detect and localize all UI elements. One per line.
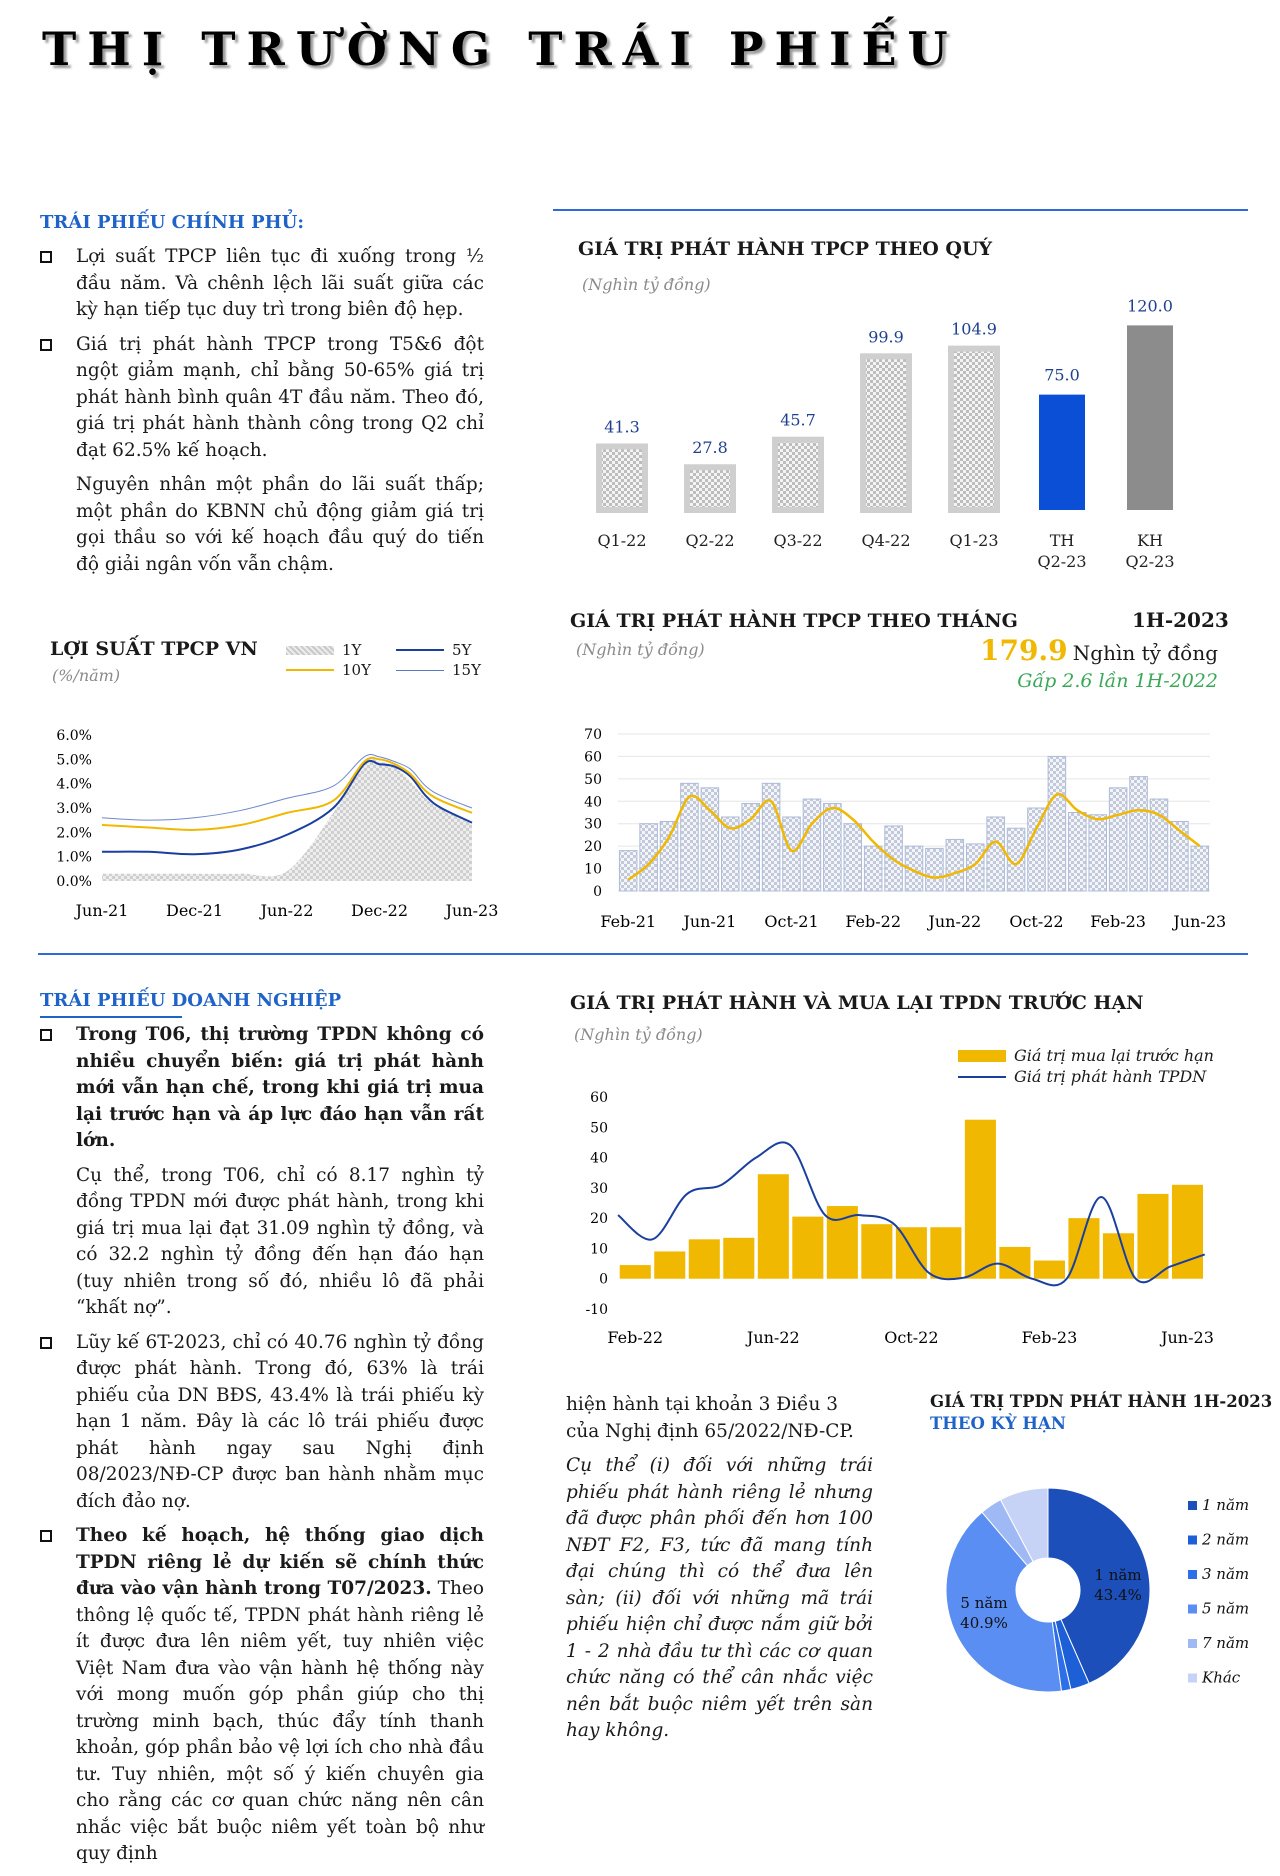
monthly-total-value: 179.9 bbox=[979, 634, 1068, 667]
pie-donut-chart bbox=[930, 1480, 1260, 1720]
corp-bullet-3-text: Theo thông lệ quốc tế, TPDN phát hành riêng lẻ ít được đưa lên niêm yết, tuy nhiên việc Việt Nam đưa vào vận hành hệ thống này với mong muốn góp phần giúp cho thị trường minh bạch, thúc đẩy tính thanh khoản, góp phần bảo vệ lợi ích cho nhà đầu tư. Tuy nhiên, một số ý kiến chuyên gia cho rằng các cơ quan chức năng nên cân nhắc việc bắt buộc niêm yết toàn bộ như quy định bbox=[76, 1578, 484, 1864]
bar bbox=[762, 783, 780, 891]
bar bbox=[1103, 1233, 1134, 1278]
x-tick-label: Dec-22 bbox=[350, 901, 409, 920]
checkbox-bullet-icon bbox=[40, 1530, 52, 1542]
monthly-chart-unit: (Nghìn tỷ đồng) bbox=[576, 640, 705, 659]
bar bbox=[1039, 395, 1085, 510]
legend-label: 2 năm bbox=[1202, 1530, 1250, 1549]
corp-chart-unit: (Nghìn tỷ đồng) bbox=[574, 1025, 703, 1044]
data-label: 27.8 bbox=[692, 438, 728, 458]
y-tick-label: 40 bbox=[584, 794, 602, 811]
y-tick-label: 60 bbox=[590, 1090, 608, 1106]
bar bbox=[863, 356, 909, 510]
y-tick-label: 20 bbox=[584, 839, 602, 856]
category-label: Q1-22 bbox=[597, 531, 647, 550]
x-tick-label: Oct-21 bbox=[764, 912, 819, 931]
bar bbox=[742, 804, 760, 891]
category-label: Q1-23 bbox=[949, 531, 999, 550]
bar bbox=[827, 1206, 858, 1279]
bar bbox=[987, 817, 1005, 891]
legend-label: 1 năm bbox=[1202, 1496, 1250, 1514]
y-tick-label: 3.0% bbox=[56, 801, 92, 817]
bar bbox=[723, 1238, 754, 1279]
quarterly-chart-unit: (Nghìn tỷ đồng) bbox=[582, 275, 711, 294]
y-tick-label: -10 bbox=[585, 1302, 608, 1318]
bar bbox=[861, 1224, 892, 1279]
x-tick-label: Oct-22 bbox=[1009, 912, 1064, 931]
x-tick-label: Jun-23 bbox=[1173, 912, 1227, 931]
data-label: 99.9 bbox=[868, 327, 904, 347]
pie-data-label: 1 năm bbox=[1094, 1566, 1142, 1584]
monthly-chart-title: GIÁ TRỊ PHÁT HÀNH TPCP THEO THÁNG bbox=[570, 610, 1018, 632]
bar bbox=[758, 1174, 789, 1278]
y-tick-label: 50 bbox=[590, 1120, 608, 1137]
gov-bullet-1: Lợi suất TPCP liên tục đi xuống trong ½ đầu năm. Và chênh lệch lãi suất giữa các kỳ hạn tiếp tục duy trì trong biên độ hẹp. bbox=[76, 246, 484, 320]
legend-item-5y bbox=[396, 640, 506, 660]
bar bbox=[844, 824, 862, 891]
category-label: Q2-22 bbox=[685, 531, 735, 550]
x-tick-label: Oct-22 bbox=[884, 1328, 939, 1347]
checkbox-bullet-icon bbox=[40, 251, 52, 263]
y-tick-label: 2.0% bbox=[56, 825, 92, 842]
data-label: 45.7 bbox=[780, 410, 816, 430]
x-tick-label: Jun-23 bbox=[445, 901, 499, 920]
y-tick-label: 10 bbox=[590, 1241, 608, 1258]
x-tick-label: Jun-21 bbox=[75, 901, 129, 920]
bar bbox=[1048, 756, 1066, 891]
quarterly-chart-title: GIÁ TRỊ PHÁT HÀNH TPCP THEO QUÝ bbox=[578, 238, 993, 260]
data-label: 41.3 bbox=[604, 417, 640, 437]
pie-chart-subtitle: THEO KỲ HẠN bbox=[930, 1414, 1066, 1433]
corp-bullet-3-bold: Theo kế hoạch, hệ thống giao dịch TPDN riêng lẻ dự kiến sẽ chính thức đưa vào vận hành trong T07/2023. bbox=[76, 1525, 484, 1599]
gov-section-heading: TRÁI PHIẾU CHÍNH PHỦ: bbox=[40, 212, 305, 233]
y-tick-label: 40 bbox=[590, 1150, 608, 1167]
y-tick-label: 0 bbox=[593, 884, 602, 900]
y-tick-label: 30 bbox=[584, 816, 602, 833]
corp-paragraph-1: Cụ thể, trong T06, chỉ có 8.17 nghìn tỷ đồng TPDN mới được phát hành, trong khi giá trị mua lại đạt 31.09 nghìn tỷ đồng, và có 32.2 nghìn tỷ đồng đến hạn đáo hạn (tuy nhiên trong số đó, nhiều lô đã phải “khất nợ”. bbox=[76, 1164, 484, 1318]
x-tick-label: Dec-21 bbox=[165, 901, 224, 920]
bar bbox=[999, 1247, 1030, 1279]
bar bbox=[599, 446, 645, 510]
legend-swatch bbox=[1188, 1605, 1197, 1614]
legend-swatch bbox=[1188, 1570, 1197, 1579]
gov-text-block bbox=[40, 244, 484, 586]
legend-label: 7 năm bbox=[1202, 1634, 1250, 1652]
corp-col2-text: hiện hành tại khoản 3 Điều 3 của Nghị định 65/2022/NĐ-CP. bbox=[566, 1394, 854, 1442]
legend-label: Giá trị mua lại trước hạn bbox=[1014, 1046, 1214, 1065]
x-tick-label: Feb-23 bbox=[1021, 1328, 1078, 1347]
y-tick-label: 60 bbox=[584, 749, 602, 766]
bar bbox=[792, 1217, 823, 1279]
legend-swatch-line bbox=[396, 649, 444, 651]
legend-swatch-line bbox=[958, 1076, 1006, 1078]
x-tick-label: Feb-23 bbox=[1090, 912, 1146, 931]
legend-label: Khác bbox=[1202, 1668, 1241, 1687]
bar bbox=[687, 467, 733, 510]
bar bbox=[1069, 813, 1087, 892]
yield-chart-unit: (%/năm) bbox=[52, 666, 121, 685]
legend-swatch-line bbox=[286, 669, 334, 671]
x-tick-label: Feb-21 bbox=[600, 912, 657, 931]
category-label: Q3-22 bbox=[773, 531, 823, 550]
category-label: Q2-23 bbox=[1125, 552, 1175, 570]
quarterly-bar-chart bbox=[570, 290, 1210, 570]
bar bbox=[681, 783, 699, 891]
bar bbox=[930, 1227, 961, 1278]
bar bbox=[1130, 777, 1148, 891]
corp-chart-title: GIÁ TRỊ PHÁT HÀNH VÀ MUA LẠI TPDN TRƯỚC HẠN bbox=[570, 992, 1144, 1014]
pie-chart-title: GIÁ TRỊ TPDN PHÁT HÀNH 1H-2023 bbox=[930, 1392, 1273, 1411]
y-tick-label: 10 bbox=[584, 861, 602, 878]
legend-swatch-line bbox=[396, 670, 444, 671]
pie-data-label: 40.9% bbox=[960, 1614, 1008, 1632]
bar bbox=[775, 440, 821, 510]
divider-line bbox=[553, 209, 1248, 211]
legend-swatch bbox=[1188, 1674, 1197, 1683]
yield-line-chart bbox=[40, 720, 510, 930]
checkbox-bullet-icon bbox=[40, 339, 52, 351]
data-label: 120.0 bbox=[1127, 296, 1173, 316]
yield-chart-title: LỢI SUẤT TPCP VN bbox=[50, 638, 258, 660]
checkbox-bullet-icon bbox=[40, 1029, 52, 1041]
bar bbox=[1137, 1194, 1168, 1279]
y-tick-label: 70 bbox=[584, 727, 602, 743]
legend-swatch-hatch bbox=[286, 646, 334, 655]
bar bbox=[1109, 788, 1127, 891]
corp-section-heading: TRÁI PHIẾU DOANH NGHIỆP bbox=[40, 990, 342, 1011]
y-tick-label: 5.0% bbox=[56, 752, 92, 769]
corp-legend bbox=[958, 1045, 1214, 1087]
legend-label: 3 năm bbox=[1202, 1565, 1250, 1583]
gov-paragraph: Nguyên nhân một phần do lãi suất thấp; một phần do KBNN chủ động giảm giá trị gọi thầu so với kế hoạch đầu quý do tiến độ giải ngân vốn vẫn chậm. bbox=[76, 474, 484, 575]
pie-data-label: 5 năm bbox=[960, 1594, 1008, 1612]
yield-legend bbox=[286, 640, 506, 680]
corp-bullet-1: Trong T06, thị trường TPDN không có nhiều chuyển biến: giá trị phát hành mới vẫn hạn chế, trong khi giá trị mua lại trước hạn và áp lực đáo hạn vẫn rất lớn. bbox=[76, 1024, 484, 1151]
legend-item-issuance bbox=[958, 1066, 1214, 1087]
bar bbox=[654, 1251, 685, 1278]
checkbox-bullet-icon bbox=[40, 1337, 52, 1349]
legend-item-15y bbox=[396, 660, 506, 680]
corp-col2-italic: Cụ thể (i) đối với những trái phiếu phát hành riêng lẻ nhưng đã được phân phối đến hơn 100 NĐT F2, F3, tức đã mang tính đại chúng thì có thể đưa lên sàn; (ii) đối với những mã trái phiếu hiện chỉ được nắm giữ bởi 1 - 2 nhà đầu tư thì các cơ quan chức năng có thể cân nhắc việc nên bắt buộc niêm yết trên sàn hay không. bbox=[566, 1455, 873, 1741]
pie-data-label: 43.4% bbox=[1094, 1586, 1142, 1604]
x-tick-label: Jun-22 bbox=[260, 901, 314, 920]
legend-label: 15Y bbox=[452, 661, 481, 679]
bar bbox=[824, 804, 842, 891]
y-tick-label: 20 bbox=[590, 1211, 608, 1228]
bar bbox=[619, 851, 637, 891]
legend-item-10y bbox=[286, 660, 396, 680]
legend-swatch bbox=[1188, 1536, 1197, 1545]
bar bbox=[620, 1265, 651, 1279]
category-label: KH bbox=[1137, 531, 1163, 550]
monthly-period-label: 1H-2023 bbox=[1132, 608, 1229, 632]
bar bbox=[951, 349, 997, 510]
legend-label: 1Y bbox=[342, 641, 362, 659]
gov-bullet-2: Giá trị phát hành TPCP trong T5&6 đột ngột giảm mạnh, chỉ bằng 50-65% giá trị phát hành bình quân 4T đầu năm. Theo đó, giá trị phát hành thành công trong Q2 chỉ đạt 62.5% kế hoạch. bbox=[76, 333, 484, 461]
data-label: 75.0 bbox=[1044, 365, 1080, 385]
legend-swatch bbox=[1188, 1501, 1197, 1510]
category-label: Q2-23 bbox=[1037, 552, 1087, 570]
corp-text-block bbox=[40, 1022, 484, 1876]
legend-item-1y bbox=[286, 640, 396, 660]
heading-underline bbox=[40, 1016, 182, 1018]
x-tick-label: Jun-22 bbox=[928, 912, 982, 931]
legend-item-buyback bbox=[958, 1045, 1214, 1066]
x-tick-label: Jun-21 bbox=[683, 912, 737, 931]
legend-label: 5 năm bbox=[1202, 1599, 1250, 1618]
bar bbox=[965, 1120, 996, 1279]
bar bbox=[1127, 325, 1173, 510]
page-title: THỊ TRƯỜNG TRÁI PHIẾU bbox=[42, 22, 959, 76]
bar bbox=[803, 799, 821, 891]
corp-combo-chart bbox=[570, 1085, 1230, 1355]
divider-line bbox=[38, 953, 1248, 955]
corp-bullet-2: Lũy kế 6T-2023, chỉ có 40.76 nghìn tỷ đồng được phát hành. Trong đó, 63% là trái phiếu của DN BĐS, 43.4% là trái phiếu kỳ hạn 1 năm. Đây là các lô trái phiếu được phát hành ngay sau Nghị định 08/2023/NĐ-CP được ban hành nhằm mục đích đảo nợ. bbox=[76, 1331, 484, 1512]
data-label: 104.9 bbox=[951, 319, 997, 339]
x-tick-label: Feb-22 bbox=[845, 912, 902, 931]
x-tick-label: Jun-23 bbox=[1161, 1328, 1214, 1347]
monthly-total-unit: Nghìn tỷ đồng bbox=[1072, 641, 1218, 665]
bar bbox=[864, 846, 882, 891]
x-tick-label: Feb-22 bbox=[607, 1328, 664, 1347]
y-tick-label: 30 bbox=[590, 1180, 608, 1197]
y-tick-label: 1.0% bbox=[56, 849, 92, 866]
bar bbox=[1191, 846, 1209, 891]
category-label: TH bbox=[1049, 531, 1075, 550]
bar bbox=[896, 1227, 927, 1278]
bar bbox=[689, 1239, 720, 1278]
x-tick-label: Jun-22 bbox=[746, 1328, 800, 1347]
y-tick-label: 50 bbox=[584, 771, 602, 788]
y-tick-label: 6.0% bbox=[56, 728, 92, 744]
legend-label: 5Y bbox=[452, 641, 472, 659]
monthly-growth-note: Gấp 2.6 lần 1H-2022 bbox=[1017, 670, 1218, 692]
monthly-summary bbox=[980, 634, 1218, 667]
monthly-bar-chart bbox=[570, 720, 1230, 940]
legend-label: 10Y bbox=[342, 661, 371, 679]
bar bbox=[1034, 1261, 1065, 1279]
bar bbox=[926, 848, 944, 891]
y-tick-label: 0 bbox=[599, 1271, 608, 1288]
category-label: Q4-22 bbox=[861, 531, 911, 550]
legend-swatch bbox=[1188, 1639, 1197, 1648]
legend-swatch-bar bbox=[958, 1050, 1006, 1062]
bar bbox=[1089, 815, 1107, 891]
bar bbox=[1068, 1218, 1099, 1279]
bar bbox=[946, 839, 964, 891]
y-tick-label: 0.0% bbox=[56, 874, 92, 890]
bar bbox=[783, 817, 801, 891]
corp-text-block-2 bbox=[566, 1392, 873, 1753]
y-tick-label: 4.0% bbox=[56, 776, 92, 793]
legend-label: Giá trị phát hành TPDN bbox=[1014, 1067, 1207, 1086]
bar bbox=[1028, 808, 1046, 891]
bar bbox=[660, 821, 678, 891]
